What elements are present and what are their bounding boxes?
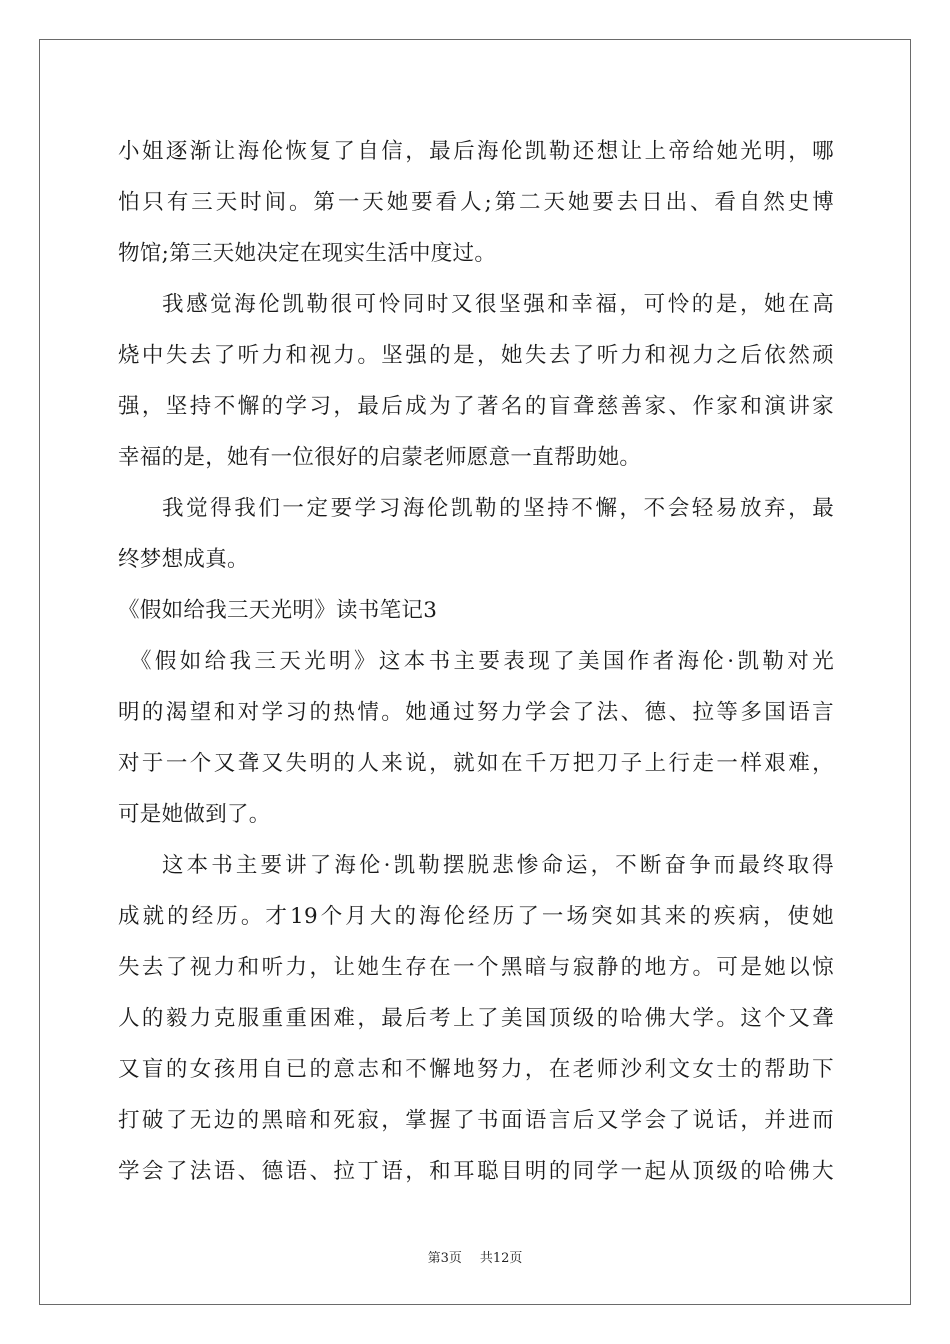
- text-line: 又盲的女孩用自已的意志和不懈地努力，在老师沙利文女士的帮助下: [118, 1057, 834, 1082]
- text-line: 小姐逐渐让海伦恢复了自信，最后海伦凯勒还想让上帝给她光明，哪: [118, 139, 834, 164]
- text-line: 烧中失去了听力和视力。坚强的是，她失去了听力和视力之后依然顽: [118, 343, 834, 368]
- paragraph-start-line: 我觉得我们一定要学习海伦凯勒的坚持不懈，不会轻易放弃，最: [162, 496, 834, 521]
- paragraph-start-line: 《假如给我三天光明》这本书主要表现了美国作者海伦·凯勒对光: [130, 649, 834, 674]
- text-line: 怕只有三天时间。第一天她要看人;第二天她要去日出、看自然史博: [118, 190, 834, 215]
- text-line: 终梦想成真。: [118, 547, 249, 572]
- paragraph-start-line: 我感觉海伦凯勒很可怜同时又很坚强和幸福，可怜的是，她在高: [162, 292, 834, 317]
- text-line: 幸福的是，她有一位很好的启蒙老师愿意一直帮助她。: [118, 445, 642, 470]
- text-line: 对于一个又聋又失明的人来说，就如在千万把刀子上行走一样艰难，: [118, 751, 834, 776]
- page-footer: [0, 1247, 950, 1266]
- section-heading: 《假如给我三天光明》读书笔记3: [118, 598, 438, 623]
- text-line: 人的毅力克服重重困难，最后考上了美国顶级的哈佛大学。这个又聋: [118, 1006, 834, 1031]
- text-line: 可是她做到了。: [118, 802, 271, 827]
- text-line: 物馆;第三天她决定在现实生活中度过。: [118, 241, 497, 266]
- text-line: 明的渴望和对学习的热情。她通过努力学会了法、德、拉等多国语言: [118, 700, 834, 725]
- text-line: 失去了视力和听力，让她生存在一个黑暗与寂静的地方。可是她以惊: [118, 955, 834, 980]
- text-line: 学会了法语、德语、拉丁语，和耳聪目明的同学一起从顶级的哈佛大: [118, 1159, 834, 1184]
- text-line: 成就的经历。才19个月大的海伦经历了一场突如其来的疾病，使她: [118, 904, 834, 929]
- document-body: [118, 126, 834, 1197]
- page-number: 第3页: [427, 1251, 462, 1266]
- paragraph-start-line: 这本书主要讲了海伦·凯勒摆脱悲惨命运，不断奋争而最终取得: [162, 853, 834, 878]
- text-line: 强，坚持不懈的学习，最后成为了著名的盲聋慈善家、作家和演讲家: [118, 394, 834, 419]
- total-pages: 共12页: [479, 1251, 523, 1266]
- text-line: 打破了无边的黑暗和死寂，掌握了书面语言后又学会了说话，并进而: [118, 1108, 834, 1133]
